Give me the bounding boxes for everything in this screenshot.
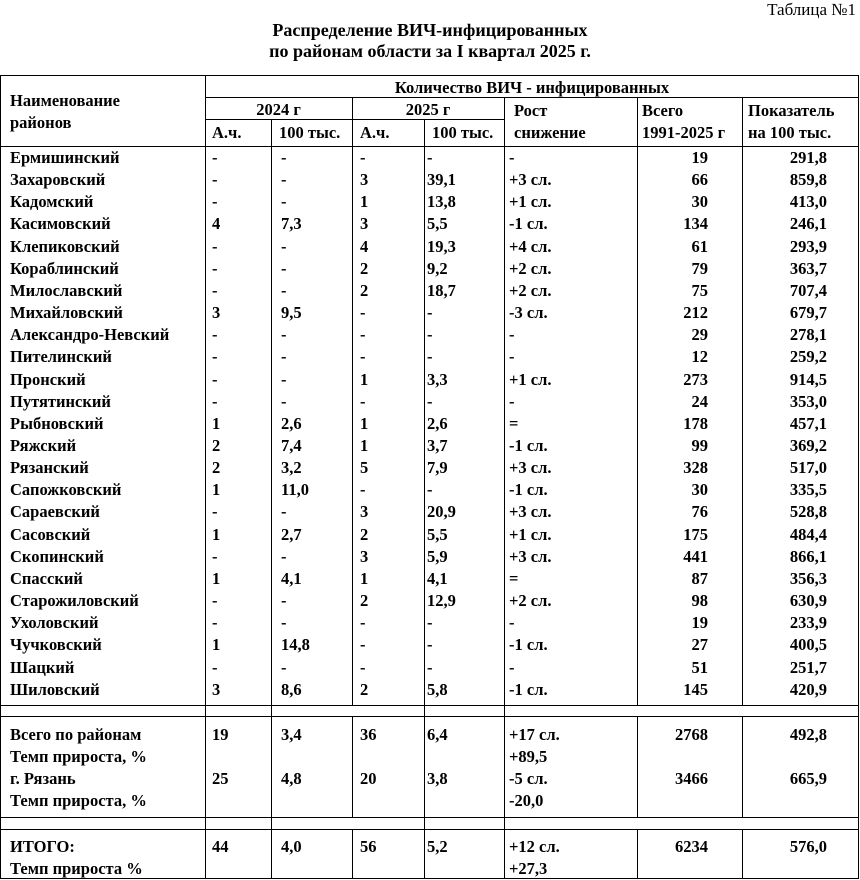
row-per100-2025: - <box>427 613 433 633</box>
row-growth: - <box>509 613 515 633</box>
row-per100-2024: 2,6 <box>281 413 302 433</box>
table-title <box>0 20 860 62</box>
row-index-per-100k: 413,0 <box>789 192 827 212</box>
row-district-name: Захаровский <box>10 170 106 190</box>
row-total-1991-2025: 75 <box>691 280 708 300</box>
row-abs-2025: 2 <box>360 591 369 610</box>
row-index-per-100k: 630,9 <box>789 591 827 610</box>
row-district-name: Чучковский <box>10 635 102 655</box>
row-index-per-100k: 291,8 <box>789 148 827 167</box>
row-abs-2025: 3 <box>360 502 369 522</box>
row-district-name: Кадомский <box>10 192 94 212</box>
row-abs-2025: 1 <box>360 435 369 455</box>
row-per100-2025: 12,9 <box>427 591 456 610</box>
row-abs-2025: 3 <box>360 170 369 190</box>
row-abs-2025: - <box>360 480 366 500</box>
row-per100-2024: - <box>281 546 287 566</box>
header-abs-2025: А.ч. <box>360 123 390 142</box>
row-district-name: Клепиковский <box>10 236 120 256</box>
table-number: Таблица №1 <box>767 0 856 19</box>
row-per100-2025: 4,1 <box>427 568 448 588</box>
total-rate: +27,3 <box>509 859 548 878</box>
row-per100-2025: - <box>427 391 433 411</box>
summary-districts-per100-2024: 3,4 <box>281 725 302 744</box>
row-abs-2024: - <box>212 347 218 367</box>
row-district-name: Касимовский <box>10 214 111 234</box>
row-per100-2024: 7,3 <box>281 214 302 234</box>
row-per100-2024: - <box>281 591 287 610</box>
row-growth: - <box>509 347 515 367</box>
row-per100-2025: - <box>427 148 433 167</box>
header-count: Количество ВИЧ - инфицированных <box>394 78 670 97</box>
row-index-per-100k: 293,9 <box>789 236 827 256</box>
row-growth: - <box>509 391 515 411</box>
row-district-name: Пронский <box>10 369 86 389</box>
row-abs-2024: - <box>212 369 218 389</box>
row-index-per-100k: 679,7 <box>789 303 827 322</box>
row-district-name: Ряжский <box>10 435 77 455</box>
row-per100-2024: - <box>281 148 287 167</box>
grid-vline <box>504 97 505 879</box>
header-per100-2025: 100 тыс. <box>432 123 494 142</box>
row-abs-2025: 4 <box>360 236 369 256</box>
summary-districts-growth: +17 сл. <box>509 725 560 744</box>
row-district-name: Путятинский <box>10 391 111 411</box>
title-line-1: Распределение ВИЧ-инфицированных <box>272 20 588 40</box>
grid-vline <box>742 716 743 817</box>
row-total-1991-2025: 76 <box>691 502 708 522</box>
row-total-1991-2025: 30 <box>691 480 708 500</box>
row-per100-2025: 18,7 <box>427 280 456 300</box>
row-abs-2025: - <box>360 347 366 367</box>
row-per100-2024: - <box>281 347 287 367</box>
row-abs-2024: - <box>212 325 218 345</box>
total-per100-2024: 4,0 <box>281 837 302 856</box>
row-district-name: Сасовский <box>10 524 91 544</box>
summary-ryazan-index-per-100k: 665,9 <box>789 769 827 788</box>
row-per100-2025: - <box>427 657 433 677</box>
row-district-name: Ухоловский <box>10 613 99 633</box>
row-abs-2025: - <box>360 657 366 677</box>
summary-districts-rate: +89,5 <box>509 747 548 766</box>
row-growth: = <box>509 568 519 588</box>
row-abs-2024: 1 <box>212 480 221 500</box>
row-growth: +2 сл. <box>509 591 552 610</box>
row-abs-2025: - <box>360 635 366 655</box>
summary-ryazan-per100-2025: 3,8 <box>427 769 448 788</box>
grid-vline <box>352 97 353 706</box>
header-total-line1: Всего <box>642 101 684 120</box>
grid-vline <box>637 716 638 817</box>
row-growth: - <box>509 325 515 345</box>
row-per100-2024: 11,0 <box>281 480 309 500</box>
row-abs-2025: 1 <box>360 568 369 588</box>
row-district-name: Пителинский <box>10 347 112 367</box>
row-per100-2024: - <box>281 192 287 212</box>
row-per100-2025: - <box>427 303 433 322</box>
row-index-per-100k: 457,1 <box>789 413 827 433</box>
row-district-name: Михайловский <box>10 303 123 322</box>
grid-hline <box>0 829 859 830</box>
row-growth: +1 сл. <box>509 192 552 212</box>
header-year-2024: 2024 г <box>256 100 301 119</box>
row-total-1991-2025: 19 <box>691 148 708 167</box>
row-total-1991-2025: 441 <box>683 546 708 566</box>
row-abs-2025: 1 <box>360 413 369 433</box>
grid-hline <box>0 817 859 818</box>
grid-hline <box>205 119 504 120</box>
row-index-per-100k: 528,8 <box>789 502 827 522</box>
row-growth: +3 сл. <box>509 458 552 478</box>
grid-hline <box>205 97 859 98</box>
row-per100-2024: - <box>281 236 287 256</box>
row-abs-2025: - <box>360 391 366 411</box>
grid-vline <box>637 97 638 706</box>
grid-vline <box>205 75 206 879</box>
row-abs-2025: 1 <box>360 192 369 212</box>
row-growth: - <box>509 148 515 167</box>
row-index-per-100k: 400,5 <box>789 635 827 655</box>
row-index-per-100k: 866,1 <box>789 546 827 566</box>
row-district-name: Скопинский <box>10 546 104 566</box>
summary-districts-abs-2025: 36 <box>360 725 377 744</box>
total-total-1991-2025: 6234 <box>675 837 708 856</box>
row-per100-2025: 3,3 <box>427 369 448 389</box>
row-growth: +1 сл. <box>509 369 552 389</box>
row-total-1991-2025: 87 <box>691 568 708 588</box>
row-abs-2025: 3 <box>360 546 369 566</box>
row-per100-2024: - <box>281 280 287 300</box>
row-abs-2024: - <box>212 148 218 167</box>
row-per100-2024: 3,2 <box>281 458 302 478</box>
row-abs-2024: - <box>212 657 218 677</box>
total-index-per-100k: 576,0 <box>789 837 827 856</box>
row-per100-2025: - <box>427 635 433 655</box>
row-per100-2025: 5,5 <box>427 524 448 544</box>
grid-vline <box>352 829 353 879</box>
row-abs-2025: 3 <box>360 214 369 234</box>
row-abs-2024: 3 <box>212 679 221 699</box>
total-label: ИТОГО: <box>10 837 75 856</box>
row-total-1991-2025: 27 <box>691 635 708 655</box>
row-district-name: Спасский <box>10 568 83 588</box>
row-total-1991-2025: 328 <box>683 458 708 478</box>
row-growth: -1 сл. <box>509 435 548 455</box>
row-index-per-100k: 233,9 <box>789 613 827 633</box>
summary-ryazan-abs-2025: 20 <box>360 769 377 788</box>
row-growth: -1 сл. <box>509 480 548 500</box>
row-total-1991-2025: 273 <box>683 369 708 389</box>
row-per100-2025: 5,5 <box>427 214 448 234</box>
row-per100-2025: 20,9 <box>427 502 456 522</box>
row-index-per-100k: 363,7 <box>789 258 827 278</box>
row-index-per-100k: 353,0 <box>789 391 827 411</box>
row-abs-2025: 2 <box>360 524 369 544</box>
row-per100-2024: - <box>281 657 287 677</box>
row-index-per-100k: 517,0 <box>789 458 827 478</box>
row-abs-2024: - <box>212 236 218 256</box>
row-total-1991-2025: 134 <box>683 214 708 234</box>
row-abs-2025: - <box>360 613 366 633</box>
summary-districts-index-per-100k: 492,8 <box>789 725 827 744</box>
row-per100-2024: - <box>281 613 287 633</box>
row-abs-2025: - <box>360 148 366 167</box>
row-per100-2025: 39,1 <box>427 170 456 190</box>
row-total-1991-2025: 19 <box>691 613 708 633</box>
grid-vline <box>742 829 743 879</box>
total-abs-2025: 56 <box>360 837 377 856</box>
row-per100-2024: - <box>281 170 287 190</box>
header-abs-2024: А.ч. <box>212 123 242 142</box>
total-rate-label: Темп прироста % <box>10 859 143 878</box>
row-abs-2024: 1 <box>212 568 221 588</box>
summary-ryazan-label: г. Рязань <box>10 769 76 788</box>
row-total-1991-2025: 66 <box>691 170 708 190</box>
row-total-1991-2025: 175 <box>683 524 708 544</box>
row-abs-2025: 2 <box>360 258 369 278</box>
row-abs-2024: 4 <box>212 214 221 234</box>
row-index-per-100k: 246,1 <box>789 214 827 234</box>
row-district-name: Шацкий <box>10 657 75 677</box>
row-abs-2025: - <box>360 303 366 322</box>
row-abs-2024: - <box>212 170 218 190</box>
row-abs-2024: - <box>212 546 218 566</box>
row-growth: -3 сл. <box>509 303 548 322</box>
header-per100-2024: 100 тыс. <box>279 123 341 142</box>
row-total-1991-2025: 79 <box>691 258 708 278</box>
row-per100-2024: 7,4 <box>281 435 302 455</box>
row-per100-2024: 14,8 <box>281 635 310 655</box>
row-per100-2024: 8,6 <box>281 679 302 699</box>
row-abs-2024: - <box>212 258 218 278</box>
row-abs-2025: - <box>360 325 366 345</box>
summary-districts-rate-label: Темп прироста, % <box>10 747 147 766</box>
row-abs-2025: 5 <box>360 458 369 478</box>
row-per100-2024: 2,7 <box>281 524 302 544</box>
row-growth: +2 сл. <box>509 258 552 278</box>
row-abs-2024: - <box>212 192 218 212</box>
row-abs-2025: 1 <box>360 369 369 389</box>
row-index-per-100k: 420,9 <box>789 679 827 699</box>
row-per100-2025: 5,9 <box>427 546 448 566</box>
row-per100-2025: - <box>427 480 433 500</box>
title-line-2: по районам области за I квартал 2025 г. <box>269 41 591 61</box>
row-per100-2024: - <box>281 502 287 522</box>
row-index-per-100k: 251,7 <box>789 657 827 677</box>
row-growth: +3 сл. <box>509 546 552 566</box>
row-abs-2024: 3 <box>212 303 221 322</box>
row-abs-2024: 2 <box>212 435 221 455</box>
grid-vline <box>742 97 743 706</box>
row-per100-2024: - <box>281 391 287 411</box>
summary-ryazan-rate-label: Темп прироста, % <box>10 791 147 810</box>
row-district-name: Сапожковский <box>10 480 122 500</box>
row-per100-2025: 9,2 <box>427 258 448 278</box>
row-index-per-100k: 859,8 <box>789 170 827 190</box>
row-district-name: Рязанский <box>10 458 89 478</box>
row-abs-2024: 1 <box>212 524 221 544</box>
row-per100-2025: 3,7 <box>427 435 448 455</box>
header-district-line2: районов <box>10 113 72 132</box>
row-index-per-100k: 259,2 <box>789 347 827 367</box>
row-index-per-100k: 278,1 <box>789 325 827 345</box>
row-per100-2024: - <box>281 369 287 389</box>
summary-districts-abs-2024: 19 <box>212 725 229 744</box>
row-index-per-100k: 484,4 <box>789 524 827 544</box>
row-district-name: Рыбновский <box>10 413 104 433</box>
total-per100-2025: 5,2 <box>427 837 448 856</box>
row-per100-2025: 2,6 <box>427 413 448 433</box>
row-abs-2024: 1 <box>212 635 221 655</box>
header-district-line1: Наименование <box>10 91 120 110</box>
header-index-line2: на 100 тыс. <box>748 123 832 142</box>
row-abs-2024: - <box>212 613 218 633</box>
row-index-per-100k: 914,5 <box>789 369 827 389</box>
row-growth: +1 сл. <box>509 524 552 544</box>
row-abs-2025: 2 <box>360 280 369 300</box>
row-growth: +4 сл. <box>509 236 552 256</box>
grid-hline <box>0 705 859 706</box>
row-per100-2024: - <box>281 258 287 278</box>
row-growth: +2 сл. <box>509 280 552 300</box>
row-growth: +3 сл. <box>509 170 552 190</box>
header-total-line2: 1991-2025 г <box>642 123 726 142</box>
row-per100-2024: 9,5 <box>281 303 302 322</box>
grid-vline <box>637 829 638 879</box>
row-abs-2025: 2 <box>360 679 369 699</box>
row-total-1991-2025: 98 <box>691 591 708 610</box>
row-index-per-100k: 335,5 <box>789 480 827 500</box>
row-total-1991-2025: 61 <box>691 236 708 256</box>
header-year-2025: 2025 г <box>405 100 451 119</box>
row-district-name: Милославский <box>10 280 123 300</box>
row-growth: -1 сл. <box>509 679 548 699</box>
row-total-1991-2025: 12 <box>691 347 708 367</box>
row-total-1991-2025: 24 <box>691 391 708 411</box>
grid-vline <box>352 716 353 817</box>
row-growth: - <box>509 657 515 677</box>
total-growth: +12 сл. <box>509 837 560 856</box>
row-district-name: Ермишинский <box>10 148 120 167</box>
row-district-name: Старожиловский <box>10 591 139 610</box>
row-total-1991-2025: 99 <box>691 435 708 455</box>
row-index-per-100k: 369,2 <box>789 435 827 455</box>
row-growth: = <box>509 413 519 433</box>
summary-ryazan-growth: -5 сл. <box>509 769 548 788</box>
summary-ryazan-total-1991-2025: 3466 <box>675 769 708 788</box>
row-index-per-100k: 356,3 <box>789 568 827 588</box>
row-per100-2025: 13,8 <box>427 192 456 212</box>
row-growth: +3 сл. <box>509 502 552 522</box>
grid-vline <box>271 119 272 879</box>
summary-ryazan-per100-2024: 4,8 <box>281 769 302 788</box>
row-per100-2025: - <box>427 325 433 345</box>
row-per100-2025: - <box>427 347 433 367</box>
grid-vline <box>424 119 425 879</box>
row-total-1991-2025: 51 <box>691 657 708 677</box>
header-index-line1: Показатель <box>748 101 835 120</box>
row-district-name: Сараевский <box>10 502 100 522</box>
row-district-name: Александро-Невский <box>10 325 170 345</box>
total-abs-2024: 44 <box>212 837 229 856</box>
summary-districts-label: Всего по районам <box>10 725 142 744</box>
row-abs-2024: 2 <box>212 458 221 478</box>
summary-ryazan-rate: -20,0 <box>509 791 544 810</box>
row-total-1991-2025: 29 <box>691 325 708 345</box>
row-district-name: Кораблинский <box>10 258 119 278</box>
row-growth: -1 сл. <box>509 214 548 234</box>
row-abs-2024: - <box>212 591 218 610</box>
header-growth-line2: снижение <box>514 123 586 142</box>
row-district-name: Шиловский <box>10 679 100 699</box>
summary-districts-per100-2025: 6,4 <box>427 725 448 744</box>
row-total-1991-2025: 145 <box>683 679 708 699</box>
row-abs-2024: - <box>212 280 218 300</box>
row-per100-2025: 5,8 <box>427 679 448 699</box>
row-per100-2025: 19,3 <box>427 236 456 256</box>
summary-districts-total-1991-2025: 2768 <box>675 725 708 744</box>
row-abs-2024: 1 <box>212 413 221 433</box>
header-growth-line1: Рост <box>514 101 548 120</box>
grid-hline <box>0 716 859 717</box>
row-per100-2025: 7,9 <box>427 458 448 478</box>
row-total-1991-2025: 178 <box>683 413 708 433</box>
row-abs-2024: - <box>212 391 218 411</box>
row-index-per-100k: 707,4 <box>789 280 827 300</box>
row-total-1991-2025: 30 <box>691 192 708 212</box>
summary-ryazan-abs-2024: 25 <box>212 769 229 788</box>
row-total-1991-2025: 212 <box>683 303 708 322</box>
row-per100-2024: - <box>281 325 287 345</box>
row-abs-2024: - <box>212 502 218 522</box>
row-per100-2024: 4,1 <box>281 568 302 588</box>
row-growth: -1 сл. <box>509 635 548 655</box>
